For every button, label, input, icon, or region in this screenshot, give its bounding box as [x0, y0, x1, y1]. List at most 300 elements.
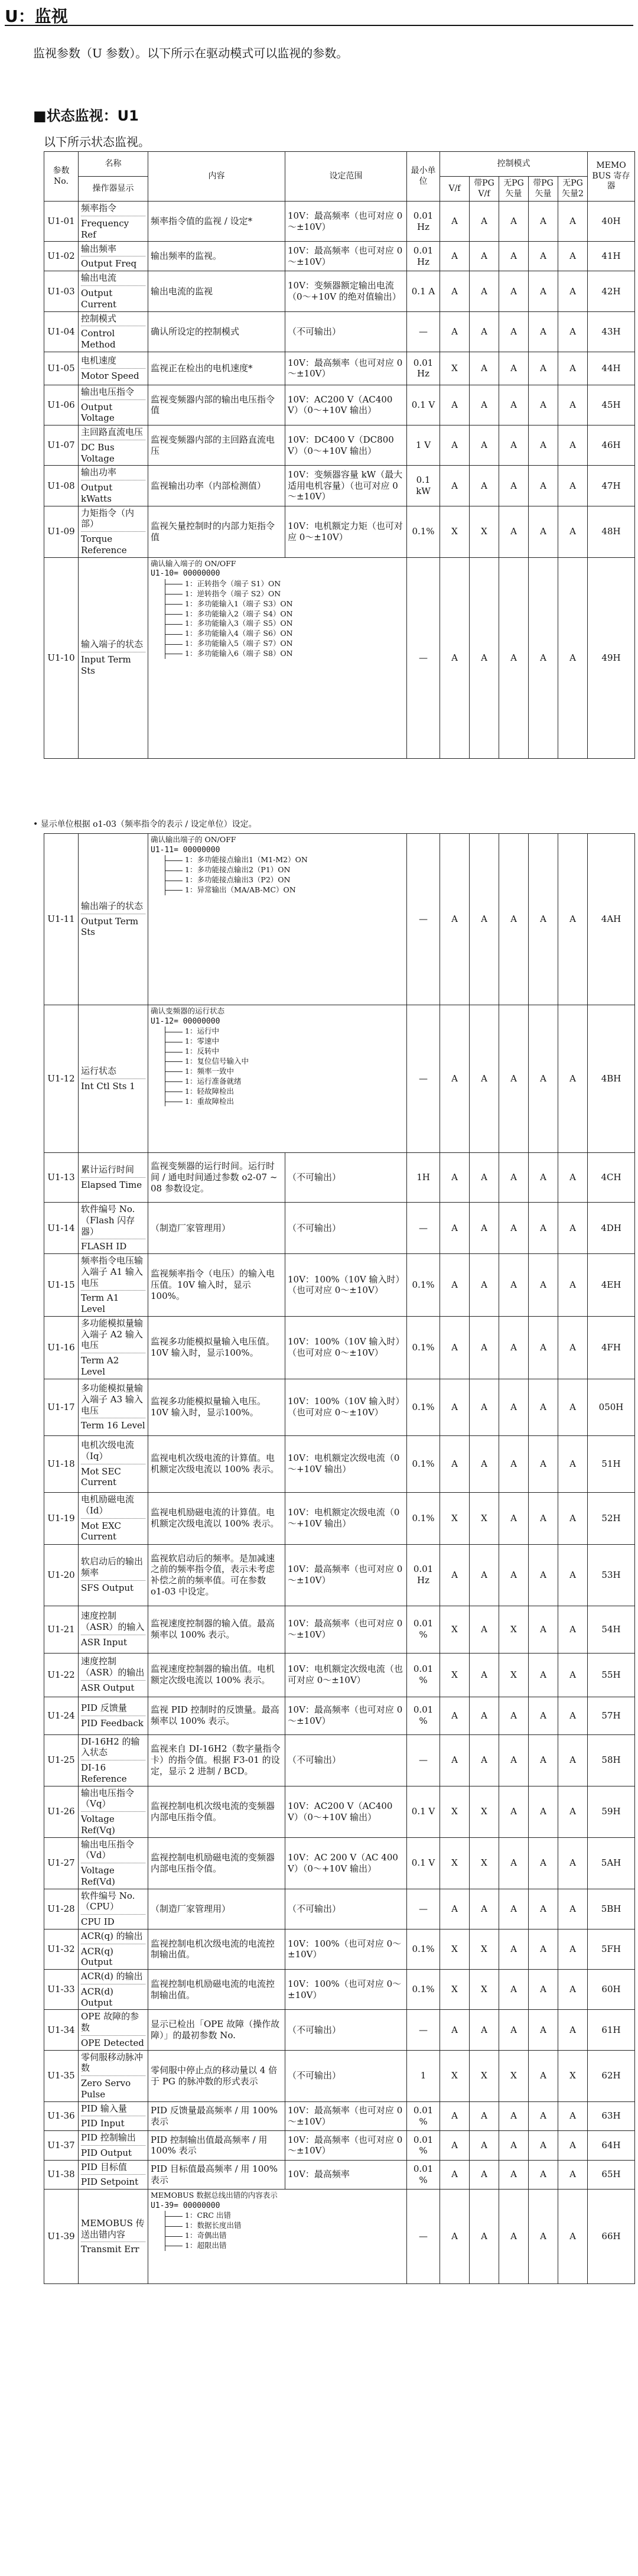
param-min-unit: 0.01 Hz: [407, 352, 440, 385]
param-name-cell: [79, 1544, 148, 1606]
param-content: 监视控制电机次级电流的变频器内部电压指令值。: [148, 1786, 285, 1837]
memobus-register: 44H: [588, 352, 635, 385]
param-no: U1-22: [44, 1653, 79, 1697]
memobus-register: 4EH: [588, 1254, 635, 1317]
param-no: U1-28: [44, 1889, 79, 1929]
param-name-en: Voltage Ref(Vd): [81, 1865, 115, 1887]
param-content: 监视控制电机励磁电流的变频器内部电压指令值。: [148, 1837, 285, 1889]
control-mode-flag: A: [499, 2101, 529, 2131]
bit-label: 1：正转指令（端子 S1）ON: [185, 579, 281, 588]
bit-label: 1：运行准备就绪: [185, 1076, 242, 1086]
bit-label: 1：运行中: [185, 1026, 219, 1036]
control-mode-flag: A: [558, 1435, 588, 1492]
bit-connector: [165, 604, 183, 605]
param-row-u1-14: [44, 1203, 635, 1254]
control-mode-flag: A: [558, 834, 588, 1005]
param-name-en: Int Ctl Sts 1: [81, 1081, 135, 1092]
param-name-cell: [79, 1653, 148, 1697]
control-mode-flag: A: [558, 311, 588, 352]
control-mode-flag: A: [470, 242, 499, 271]
param-row-u1-07: [44, 425, 635, 466]
control-mode-flag: A: [470, 1697, 499, 1734]
control-mode-flag: A: [470, 2160, 499, 2190]
control-mode-flag: A: [470, 1203, 499, 1254]
control-mode-flag: A: [499, 1786, 529, 1837]
bit-label: 1：多功能输入3（端子 S5）ON: [185, 619, 293, 628]
bit-label: 1：逆转指令（端子 S2）ON: [185, 589, 281, 598]
bit-diagram: [148, 557, 407, 758]
control-mode-flag: A: [440, 1544, 470, 1606]
control-mode-flag: A: [558, 1929, 588, 1969]
param-min-unit: 0.1%: [407, 1316, 440, 1379]
control-mode-flag: A: [499, 425, 529, 466]
param-name-cell: [79, 202, 148, 242]
bit-tree: [151, 1006, 404, 1106]
memobus-register: 5FH: [588, 1929, 635, 1969]
param-content: 监视多功能模拟量输入电压。10V 输入时，显示100%。: [148, 1379, 285, 1435]
control-mode-flag: X: [440, 1492, 470, 1544]
param-no: U1-26: [44, 1786, 79, 1837]
control-mode-flag: A: [558, 1153, 588, 1203]
memobus-register: 45H: [588, 385, 635, 425]
param-name-en: Voltage Ref(Vq): [81, 1814, 115, 1836]
control-mode-flag: A: [470, 1544, 499, 1606]
param-row-u1-09: [44, 506, 635, 557]
control-mode-flag: A: [470, 1254, 499, 1317]
control-mode-flag: A: [558, 466, 588, 506]
param-min-unit: —: [407, 557, 440, 758]
param-name-zh: PID 反馈量: [81, 1703, 145, 1716]
param-no: U1-27: [44, 1837, 79, 1889]
control-mode-flag: A: [440, 1254, 470, 1317]
bit-connector: [165, 1081, 183, 1082]
param-content: 显示已检出「OPE 故障（操作故障）」的最初参数 No.: [148, 2010, 285, 2050]
bit-item: [151, 865, 404, 875]
control-mode-flag: A: [529, 1653, 558, 1697]
param-name-cell: [79, 1379, 148, 1435]
control-mode-flag: A: [499, 2190, 529, 2284]
param-content: 监视电机励磁电流的计算值。电机额定次级电流以 100% 表示。: [148, 1492, 285, 1544]
memobus-register: 41H: [588, 242, 635, 271]
param-min-unit: 0.1%: [407, 1929, 440, 1969]
control-mode-flag: A: [499, 1929, 529, 1969]
memobus-register: 53H: [588, 1544, 635, 1606]
header-content: 内容: [148, 152, 285, 202]
control-mode-flag: X: [470, 1837, 499, 1889]
bit-connector: [165, 1061, 183, 1062]
bit-label: 1：CRC 出错: [185, 2211, 231, 2220]
control-mode-flag: A: [440, 557, 470, 758]
param-name-en: DI-16 Reference: [81, 1762, 127, 1784]
param-no: U1-11: [44, 834, 79, 1005]
control-mode-flag: A: [529, 1606, 558, 1653]
param-name-en: PID Feedback: [81, 1717, 144, 1729]
control-mode-flag: A: [529, 271, 558, 311]
control-mode-flag: A: [470, 2010, 499, 2050]
control-mode-flag: A: [529, 1435, 558, 1492]
control-mode-flag: A: [558, 1606, 588, 1653]
control-mode-flag: A: [440, 2190, 470, 2284]
param-name-zh: 速度控制（ASR）的输入: [81, 1610, 145, 1635]
param-no: U1-06: [44, 385, 79, 425]
control-mode-flag: A: [529, 385, 558, 425]
param-min-unit: 0.01 Hz: [407, 1544, 440, 1606]
param-content: 监视速度控制器的输出值。电机额定次级电流以 100% 表示。: [148, 1653, 285, 1697]
param-no: U1-09: [44, 506, 79, 557]
param-range: 10V：AC200 V（AC400 V）（0～+10V 输出）: [285, 1786, 407, 1837]
param-min-unit: —: [407, 2010, 440, 2050]
control-mode-flag: A: [470, 466, 499, 506]
control-mode-flag: A: [499, 1544, 529, 1606]
section-title-text: 状态监视：U1: [46, 108, 139, 124]
control-mode-flag: A: [499, 834, 529, 1005]
control-mode-flag: X: [558, 2050, 588, 2101]
param-name-cell: [79, 466, 148, 506]
param-name-en: ACR(d) Output: [81, 1986, 113, 2008]
control-mode-flag: A: [499, 1435, 529, 1492]
param-row-u1-38: [44, 2160, 635, 2190]
param-name-cell: [79, 1316, 148, 1379]
control-mode-flag: A: [499, 1153, 529, 1203]
control-mode-flag: A: [529, 1544, 558, 1606]
param-no: U1-33: [44, 1970, 79, 2010]
param-no: U1-32: [44, 1929, 79, 1969]
param-range: （不可输出）: [285, 1734, 407, 1786]
bit-item: [151, 589, 404, 599]
control-mode-flag: A: [499, 1254, 529, 1317]
bit-label: 1：零速中: [185, 1037, 219, 1046]
bit-tree: [151, 559, 404, 659]
bit-pattern: U1-11= 00000000: [151, 845, 220, 855]
param-name-cell: [79, 1254, 148, 1317]
control-mode-flag: A: [499, 466, 529, 506]
bit-item: [151, 619, 404, 629]
param-content: 监视 PID 控制时的反馈量。最高频率以 100% 表示。: [148, 1697, 285, 1734]
param-content: 监视变频器内部的输出电压指令值: [148, 385, 285, 425]
param-range: 10V：最高频率（也可对应 0～±10V）: [285, 1697, 407, 1734]
bit-label: 1：奇偶出错: [185, 2231, 227, 2240]
param-range: 10V：100%（也可对应 0～±10V）: [285, 1929, 407, 1969]
bit-connector: [165, 860, 183, 861]
control-mode-flag: A: [499, 506, 529, 557]
memobus-register: 52H: [588, 1492, 635, 1544]
param-row-u1-12: [44, 1005, 635, 1153]
memobus-register: 66H: [588, 2190, 635, 2284]
control-mode-flag: X: [470, 1929, 499, 1969]
param-name-cell: [79, 242, 148, 271]
control-mode-flag: X: [440, 1970, 470, 2010]
control-mode-flag: A: [470, 2131, 499, 2161]
memobus-register: 54H: [588, 1606, 635, 1653]
param-min-unit: —: [407, 1203, 440, 1254]
param-name-zh: DI-16H2 的输入状态: [81, 1736, 145, 1761]
param-min-unit: —: [407, 2190, 440, 2284]
control-mode-flag: A: [499, 1379, 529, 1435]
bit-item: [151, 629, 404, 639]
param-no: U1-08: [44, 466, 79, 506]
param-min-unit: 0.01 %: [407, 1653, 440, 1697]
param-no: U1-16: [44, 1316, 79, 1379]
bit-item: [151, 2211, 404, 2221]
param-range: 10V：最高频率（也可对应 0～±10V）: [285, 202, 407, 242]
param-content: 输出频率的监视。: [148, 242, 285, 271]
bit-label: 1：数据长度出错: [185, 2221, 242, 2230]
control-mode-flag: A: [558, 385, 588, 425]
param-no: U1-01: [44, 202, 79, 242]
control-mode-flag: A: [529, 425, 558, 466]
param-name-zh: MEMOBUS 传送出错内容: [81, 2218, 145, 2243]
bit-header: 确认变频器的运行状态: [151, 1006, 225, 1015]
control-mode-flag: X: [499, 2050, 529, 2101]
control-mode-flag: A: [499, 385, 529, 425]
param-name-cell: [79, 1734, 148, 1786]
param-min-unit: 0.1%: [407, 1970, 440, 2010]
bit-label: 1：多功能输入2（端子 S4）ON: [185, 609, 293, 618]
param-name-cell: [79, 1606, 148, 1653]
param-name-zh: PID 目标值: [81, 2162, 145, 2175]
bit-pattern: U1-10= 00000000: [151, 569, 220, 579]
bit-connector: [165, 634, 183, 635]
param-content: 确认所设定的控制模式: [148, 311, 285, 352]
bit-label: 1：多功能输入4（端子 S6）ON: [185, 629, 293, 638]
bit-item: [151, 885, 404, 895]
memobus-register: 40H: [588, 202, 635, 242]
memobus-register: 4DH: [588, 1203, 635, 1254]
param-min-unit: 0.1%: [407, 506, 440, 557]
param-name-cell: [79, 311, 148, 352]
control-mode-flag: A: [529, 2050, 558, 2101]
control-mode-flag: A: [558, 2101, 588, 2131]
control-mode-flag: A: [470, 385, 499, 425]
control-mode-flag: A: [558, 1653, 588, 1697]
param-name-en: Mot EXC Current: [81, 1520, 122, 1542]
param-content: 监视控制电机次级电流的电流控制输出值。: [148, 1929, 285, 1969]
param-content: PID 目标值最高频率 / 用 100% 表示: [148, 2160, 285, 2190]
param-row-u1-06: [44, 385, 635, 425]
control-mode-flag: A: [529, 2101, 558, 2131]
param-min-unit: 1H: [407, 1153, 440, 1203]
control-mode-flag: A: [470, 557, 499, 758]
param-row-u1-08: [44, 466, 635, 506]
param-name-en: FLASH ID: [81, 1241, 127, 1252]
param-name-zh: 控制模式: [81, 313, 145, 327]
param-content: 监视频率指令（电压）的输入电压值。10V 输入时，显示100%。: [148, 1254, 285, 1317]
param-min-unit: —: [407, 834, 440, 1005]
memobus-register: 43H: [588, 311, 635, 352]
param-name-cell: [79, 1492, 148, 1544]
control-mode-flag: A: [470, 2101, 499, 2131]
control-mode-flag: A: [558, 557, 588, 758]
control-mode-flag: A: [470, 311, 499, 352]
param-row-u1-27: [44, 1837, 635, 1889]
control-mode-flag: A: [470, 1153, 499, 1203]
param-content: （制造厂家管理用）: [148, 1203, 285, 1254]
param-name-zh: 速度控制（ASR）的输出: [81, 1656, 145, 1681]
param-name-en: Motor Speed: [81, 370, 139, 381]
param-content: 监视变频器的运行时间。运行时间 / 通电时间通过参数 o2-07 ~ 08 参数设定。: [148, 1153, 285, 1203]
param-no: U1-14: [44, 1203, 79, 1254]
param-range: 10V：AC 200 V（AC 400 V）（0～+10V 输出）: [285, 1837, 407, 1889]
header-mode-vf: V/f: [440, 177, 470, 202]
bit-item: [151, 1067, 404, 1077]
bit-item: [151, 609, 404, 619]
param-row-u1-26: [44, 1786, 635, 1837]
param-row-u1-34: [44, 2010, 635, 2050]
param-min-unit: 0.1%: [407, 1379, 440, 1435]
param-row-u1-21: [44, 1606, 635, 1653]
param-name-zh: 输出功率: [81, 467, 145, 480]
param-name-en: Transmit Err: [81, 2244, 139, 2255]
control-mode-flag: A: [529, 352, 558, 385]
memobus-register: 5BH: [588, 1889, 635, 1929]
param-no: U1-37: [44, 2131, 79, 2161]
param-no: U1-17: [44, 1379, 79, 1435]
param-name-cell: [79, 2131, 148, 2161]
memobus-register: 4AH: [588, 834, 635, 1005]
param-range: 10V：100%（10V 输入时）（也可对应 0～±10V）: [285, 1316, 407, 1379]
param-row-u1-02: [44, 242, 635, 271]
param-min-unit: 0.1 V: [407, 385, 440, 425]
control-mode-flag: A: [440, 2101, 470, 2131]
control-mode-flag: A: [529, 311, 558, 352]
param-name-en: Term A2 Level: [81, 1355, 119, 1377]
section-title: ■状态监视：U1: [33, 108, 139, 124]
param-no: U1-05: [44, 352, 79, 385]
bit-label: 1：多功能输入1（端子 S3）ON: [185, 599, 293, 608]
bit-item: [151, 1077, 404, 1087]
param-name-en: Output Current: [81, 288, 117, 310]
param-row-u1-16: [44, 1316, 635, 1379]
memobus-register: 49H: [588, 557, 635, 758]
header-mode-open-vector2: 无PG 矢量2: [558, 177, 588, 202]
bit-label: 1：多功能接点输出2（P1）ON: [185, 865, 291, 875]
control-mode-flag: A: [499, 352, 529, 385]
param-no: U1-10: [44, 557, 79, 758]
param-range: 10V：最高频率: [285, 2160, 407, 2190]
control-mode-flag: X: [440, 506, 470, 557]
param-content: 监视电机次级电流的计算值。电机额定次级电流以 100% 表示。: [148, 1435, 285, 1492]
control-mode-flag: X: [470, 2050, 499, 2101]
control-mode-flag: A: [470, 352, 499, 385]
header-setting-range: 设定范围: [285, 152, 407, 202]
param-name-en: Term 16 Level: [81, 1420, 145, 1431]
control-mode-flag: A: [470, 1734, 499, 1786]
memobus-register: 62H: [588, 2050, 635, 2101]
param-min-unit: 0.01 %: [407, 2131, 440, 2161]
param-name-cell: [79, 1005, 148, 1153]
control-mode-flag: A: [558, 1786, 588, 1837]
control-mode-flag: A: [440, 1889, 470, 1929]
memobus-register: 51H: [588, 1435, 635, 1492]
control-mode-flag: A: [558, 1379, 588, 1435]
memobus-register: 4CH: [588, 1153, 635, 1203]
control-mode-flag: A: [440, 466, 470, 506]
memobus-register: 59H: [588, 1786, 635, 1837]
bit-label: 1：异常输出（MA/AB-MC）ON: [185, 885, 296, 895]
bit-connector: [165, 624, 183, 625]
param-name-cell: [79, 2160, 148, 2190]
memobus-register: 5AH: [588, 1837, 635, 1889]
control-mode-flag: A: [529, 1970, 558, 2010]
param-range: 10V：最高频率（也可对应 0～±10V）: [285, 2131, 407, 2161]
control-mode-flag: A: [558, 2160, 588, 2190]
control-mode-flag: A: [470, 1653, 499, 1697]
param-name-cell: [79, 2101, 148, 2131]
control-mode-flag: A: [499, 1005, 529, 1153]
param-name-en: Output Term Sts: [81, 915, 139, 938]
param-name-zh: ACR(q) 的输出: [81, 1931, 145, 1944]
control-mode-flag: A: [499, 1316, 529, 1379]
bit-diagram: [148, 834, 407, 1005]
param-range: 10V：AC200 V（AC400 V）（0～+10V 输出）: [285, 385, 407, 425]
control-mode-flag: A: [470, 425, 499, 466]
param-name-cell: [79, 2190, 148, 2284]
param-name-en: Elapsed Time: [81, 1180, 142, 1190]
param-min-unit: 0.01 Hz: [407, 202, 440, 242]
control-mode-flag: A: [499, 1203, 529, 1254]
control-mode-flag: A: [529, 2190, 558, 2284]
param-row-u1-15: [44, 1254, 635, 1317]
param-range: 10V：电机额定次级电流（0～+10V 输出）: [285, 1435, 407, 1492]
bit-item: [151, 639, 404, 649]
control-mode-flag: A: [470, 1435, 499, 1492]
memobus-register: 55H: [588, 1653, 635, 1697]
param-range: 10V：最高频率（也可对应 0～±10V）: [285, 242, 407, 271]
bit-item: [151, 649, 404, 659]
control-mode-flag: A: [499, 311, 529, 352]
param-content: 监视来自 DI-16H2（数字量指令卡）的指令值。根据 F3-01 的设定，显示 2 进制 / BCD。: [148, 1734, 285, 1786]
bit-label: 1：复位信号输入中: [185, 1057, 249, 1066]
header-mode-pg-vector: 带PG 矢量: [529, 177, 558, 202]
control-mode-flag: A: [499, 2131, 529, 2161]
bit-connector: [165, 644, 183, 645]
param-name-zh: 零伺服移动脉冲数: [81, 2052, 145, 2077]
param-name-en: Output kWatts: [81, 482, 113, 504]
control-mode-flag: X: [440, 1606, 470, 1653]
control-mode-flag: A: [470, 1316, 499, 1379]
param-range: 10V：电机额定次级电流（也可对应 0～±10V）: [285, 1653, 407, 1697]
param-name-zh: PID 输入量: [81, 2103, 145, 2117]
param-name-en: Mot SEC Current: [81, 1466, 121, 1488]
param-no: U1-04: [44, 311, 79, 352]
control-mode-flag: A: [470, 1889, 499, 1929]
bit-item: [151, 1037, 404, 1047]
param-name-zh: 输出电压指令（Vd）: [81, 1839, 145, 1864]
param-name-en: SFS Output: [81, 1582, 134, 1593]
bit-connector: [165, 890, 183, 891]
bit-item: [151, 855, 404, 865]
param-name-cell: [79, 1837, 148, 1889]
control-mode-flag: X: [440, 352, 470, 385]
control-mode-flag: A: [440, 1435, 470, 1492]
param-name-cell: [79, 1970, 148, 2010]
control-mode-flag: A: [499, 557, 529, 758]
param-name-zh: ACR(d) 的输出: [81, 1971, 145, 1984]
bit-item: [151, 2231, 404, 2241]
param-name-zh: 主回路直流电压: [81, 427, 145, 440]
param-min-unit: 0.01 %: [407, 1697, 440, 1734]
control-mode-flag: A: [529, 1153, 558, 1203]
control-mode-flag: A: [558, 1970, 588, 2010]
header-mode-pg-vf: 带PG V/f: [470, 177, 499, 202]
bit-item: [151, 1047, 404, 1057]
param-no: U1-38: [44, 2160, 79, 2190]
param-range: （不可输出）: [285, 1203, 407, 1254]
param-name-zh: 输出电流: [81, 272, 145, 286]
control-mode-flag: X: [470, 1492, 499, 1544]
param-min-unit: 0.1 V: [407, 1837, 440, 1889]
control-mode-flag: A: [470, 2190, 499, 2284]
